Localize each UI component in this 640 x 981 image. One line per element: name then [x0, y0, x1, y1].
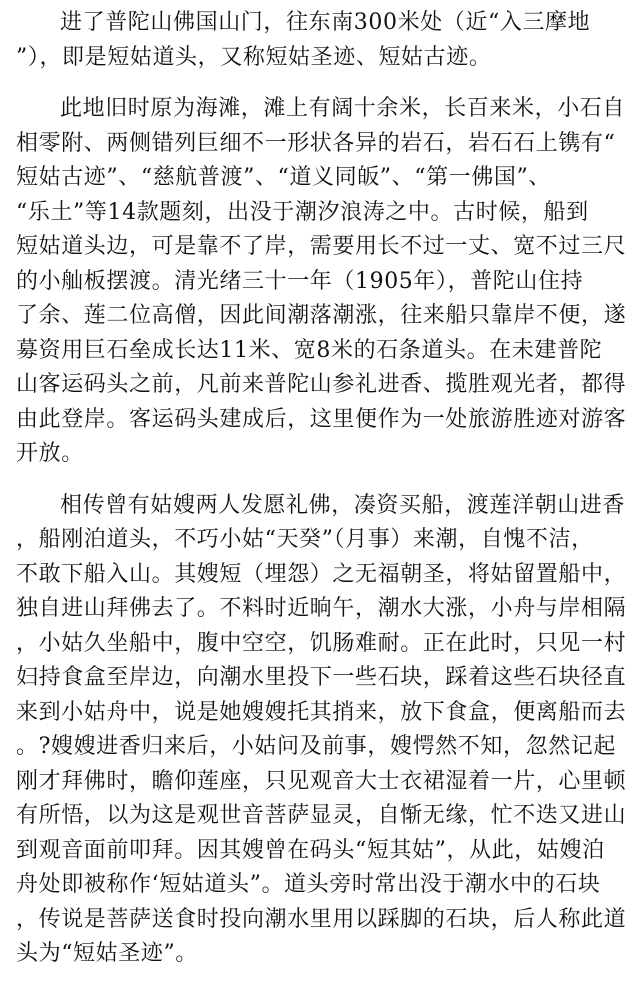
text-line: 山客运码头之前，凡前来普陀山参礼进香、揽胜观光者，都得 [16, 372, 627, 397]
text-line: 独自进山拜佛去了。不料时近晌午，潮水大涨，小舟与岸相隔 [16, 596, 627, 621]
paragraph-1 [16, 6, 632, 75]
text-line: ”），即是短姑道头，又称短姑圣迹、短姑古迹。 [16, 44, 492, 70]
text-line: 舟处即被称作‘短姑道头”。道头旁时常出没于潮水中的石块 [16, 872, 601, 897]
text-line: “乐土”等14款题刻，出没于潮汐浪涛之中。古时候，船到 [16, 199, 589, 225]
text-line: 了余、莲二位高僧，因此间潮落潮涨，往来船只靠岸不便，遂 [16, 303, 627, 328]
text-line: 有所悟，以为这是观世音菩萨显灵，自惭无缘，忙不迭又进山 [16, 803, 627, 828]
text-line: 短姑古迹”、“慈航普渡”、“道义同皈”、“第一佛国”、 [16, 165, 551, 190]
text-line: 开放。 [16, 441, 84, 466]
text-line: 头为“短姑圣迹”。 [16, 941, 198, 966]
text-line: ，船刚泊道头，不巧小姑“天癸”（月事）来潮，自愧不洁， [16, 527, 594, 552]
text-line: 募资用巨石垒成长达11米、宽8米的石条道头。在未建普陀 [16, 337, 603, 363]
text-line: 此地旧时原为海滩，滩上有阔十余米，长百来米，小石自 [60, 96, 626, 121]
paragraph-3 [16, 489, 632, 972]
text-line: 短姑道头边，可是靠不了岸，需要用长不过一丈、宽不过三尺 [16, 234, 627, 259]
text-line: 来到小姑舟中，说是她嫂嫂托其捎来，放下食盒，便离船而去 [16, 699, 627, 725]
text-line: 到观音面前叩拜。因其嫂曾在码头“短其姑”，从此，姑嫂泊 [16, 837, 605, 863]
paragraph-2 [16, 92, 632, 472]
text-line: ，小姑久坐船中，腹中空空，饥肠难耐。正在此时，只见一村 [16, 630, 627, 656]
text-line: 的小舢板摆渡。清光绪三十一年（1905年），普陀山住持 [16, 268, 584, 294]
text-line: 进了普陀山佛国山门，往东南300米处（近“入三摩地 [60, 10, 591, 35]
text-line: 妇持食盒至岸边，向潮水里投下一些石块，踩着这些石块径直 [16, 665, 627, 690]
text-line: 由此登岸。客运码头建成后，这里便作为一处旅游胜迹对游客 [16, 406, 627, 432]
text-line: 相传曾有姑嫂两人发愿礼佛，凑资买船，渡莲洋朝山进香 [60, 492, 626, 518]
text-line: 刚才拜佛时，瞻仰莲座，只见观音大士衣裙湿着一片，心里顿 [16, 768, 627, 794]
text-line: 不敢下船入山。其嫂短（埋怨）之无福朝圣，将姑留置船中， [16, 561, 627, 587]
text-line: ，传说是菩萨送食时投向潮水里用以踩脚的石块，后人称此道 [16, 906, 627, 932]
text-line: 。?嫂嫂进香归来后，小姑问及前事，嫂愕然不知，忽然记起 [16, 734, 616, 759]
text-line: 相零附、两侧错列巨细不一形状各异的岩石，岩石石上镌有“ [16, 130, 616, 156]
